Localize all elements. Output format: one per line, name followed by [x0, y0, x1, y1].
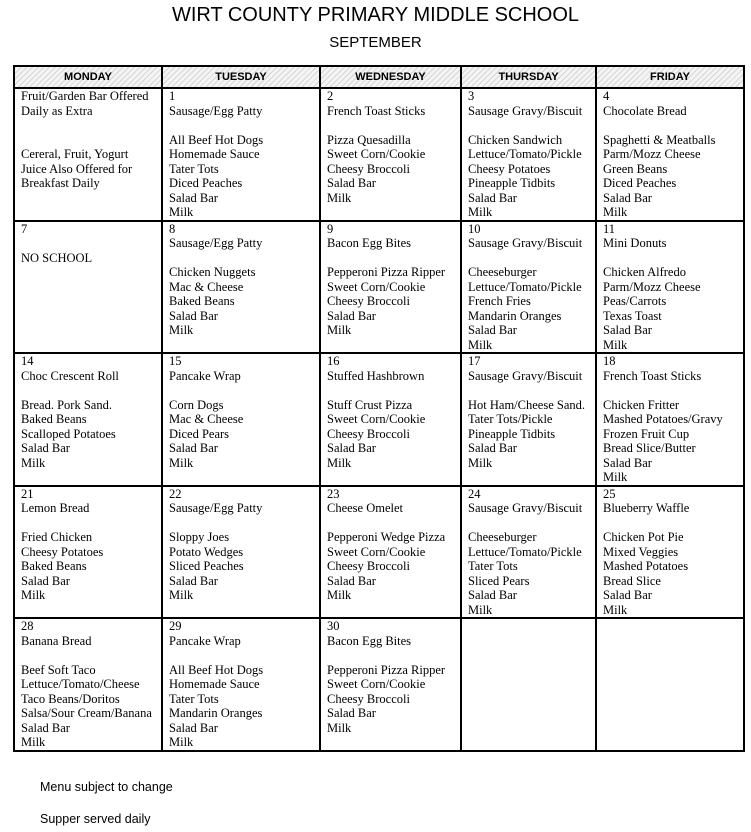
day-number: 30: [327, 619, 340, 633]
lunch-item: Milk: [327, 720, 352, 735]
lunch-item: Scalloped Potatoes: [21, 426, 116, 441]
spacer: [169, 516, 317, 531]
lunch-item: Sliced Peaches: [169, 559, 244, 573]
day-number: 15: [169, 354, 182, 368]
weekday-header-wednesday: WEDNESDAY: [320, 66, 461, 88]
lunch-item: Salad Bar: [169, 720, 218, 735]
spacer: [327, 516, 458, 531]
breakfast-item: Sausage/Egg Patty: [169, 236, 263, 250]
spacer: [603, 516, 741, 531]
spacer: [21, 118, 159, 147]
lunch-item: Salad Bar: [468, 441, 517, 455]
week-row: [14, 486, 744, 619]
weekday-header-friday: FRIDAY: [596, 66, 744, 88]
lunch-item: Cheeseburger: [468, 265, 537, 279]
lunch-item: Milk: [603, 205, 628, 219]
lunch-item: Tater Tots/Pickle: [468, 412, 553, 426]
lunch-item: Frozen Fruit Cup: [603, 426, 690, 441]
spacer: [21, 383, 159, 398]
lunch-item: Milk: [169, 455, 194, 470]
lunch-item: Sloppy Joes: [169, 530, 230, 544]
day-cell: [596, 221, 744, 354]
spacer: [169, 383, 317, 398]
lunch-item: Milk: [603, 337, 628, 352]
lunch-item: Milk: [169, 205, 194, 219]
day-number: 24: [468, 486, 481, 501]
lunch-item: Salad Bar: [603, 190, 652, 205]
day-number: 3: [468, 89, 475, 103]
lunch-item: Lettuce/Tomato/Pickle: [468, 147, 582, 161]
lunch-item: Green Beans: [603, 161, 668, 176]
lunch-item: Sweet Corn/Cookie: [327, 279, 426, 294]
day-cell: [320, 221, 461, 354]
lunch-item: Taco Beans/Doritos: [21, 691, 120, 706]
weekday-header-tuesday: TUESDAY: [162, 66, 320, 88]
breakfast-item: Blueberry Waffle: [603, 501, 690, 515]
lunch-item: Pepperoni Pizza Ripper: [327, 662, 446, 677]
lunch-item: Salad Bar: [21, 573, 70, 588]
day-number: 1: [169, 89, 176, 103]
day-cell: [320, 353, 461, 486]
lunch-item: Lettuce/Tomato/Pickle: [468, 544, 582, 559]
day-cell: [596, 486, 744, 619]
lunch-item: Pepperoni Wedge Pizza: [327, 530, 446, 544]
spacer: [603, 118, 741, 133]
spacer: [327, 383, 458, 398]
lunch-item: Chicken Fritter: [603, 397, 680, 412]
lunch-item: Pineapple Tidbits: [468, 176, 556, 190]
spacer: [327, 251, 458, 266]
breakfast-item: Banana Bread: [21, 633, 92, 648]
lunch-item: Milk: [468, 337, 493, 352]
lunch-item: Salad Bar: [468, 323, 517, 337]
lunch-item: Beef Soft Taco: [21, 662, 96, 677]
breakfast-item: Sausage Gravy/Biscuit: [468, 103, 583, 118]
spacer: [169, 251, 317, 266]
breakfast-item: Choc Crescent Roll: [21, 368, 119, 383]
lunch-item: Homemade Sauce: [169, 677, 260, 691]
day-number: 23: [327, 486, 340, 501]
lunch-item: Salad Bar: [21, 720, 70, 735]
lunch-item: Sweet Corn/Cookie: [327, 412, 426, 426]
lunch-item: Pepperoni Pizza Ripper: [327, 265, 446, 279]
lunch-item: Salad Bar: [169, 190, 218, 205]
breakfast-item: Sausage Gravy/Biscuit: [468, 368, 583, 383]
lunch-item: Milk: [169, 735, 194, 749]
lunch-item: Diced Peaches: [169, 176, 243, 190]
lunch-item: French Fries: [468, 294, 531, 308]
lunch-item: Mac & Cheese: [169, 412, 244, 426]
lunch-item: All Beef Hot Dogs: [169, 662, 264, 677]
day-number: 7: [21, 221, 28, 236]
lunch-item: Milk: [21, 735, 46, 749]
lunch-item: Salad Bar: [603, 588, 652, 602]
spacer: [468, 118, 593, 133]
lunch-item: Salad Bar: [169, 573, 218, 588]
lunch-item: Cereral, Fruit, Yogurt: [21, 147, 129, 161]
breakfast-item: Pancake Wrap: [169, 368, 241, 383]
lunch-item: Milk: [327, 455, 352, 470]
lunch-item: Salad Bar: [327, 441, 376, 455]
breakfast-item: Bacon Egg Bites: [327, 236, 412, 250]
lunch-item: Tater Tots: [169, 161, 219, 176]
spacer: [21, 648, 159, 663]
day-cell: [162, 221, 320, 354]
lunch-item: Milk: [468, 205, 493, 219]
day-number: 9: [327, 221, 334, 236]
lunch-item: Diced Peaches: [603, 176, 677, 190]
day-number: 29: [169, 619, 182, 633]
lunch-item: Salad Bar: [468, 588, 517, 602]
day-number: 16: [327, 354, 340, 368]
lunch-item: Cheesy Broccoli: [327, 426, 410, 441]
week-row: [14, 88, 744, 221]
lunch-item: Bread. Pork Sand.: [21, 397, 112, 412]
day-cell: [320, 618, 461, 751]
weekday-header-thursday: THURSDAY: [461, 66, 596, 88]
lunch-item: Baked Beans: [21, 559, 87, 573]
lunch-item: Milk: [603, 602, 628, 617]
lunch-item: Hot Ham/Cheese Sand.: [468, 397, 585, 412]
lunch-item: Corn Dogs: [169, 397, 224, 412]
weekday-header-row: [14, 66, 744, 88]
lunch-item: Baked Beans: [169, 294, 235, 308]
lunch-item: Milk: [169, 588, 194, 602]
breakfast-item: Sausage Gravy/Biscuit: [468, 501, 583, 515]
footer-note-menu-change: Menu subject to change: [40, 780, 173, 794]
lunch-item: Spaghetti & Meatballs: [603, 132, 716, 147]
month-heading: SEPTEMBER: [329, 34, 422, 51]
day-cell: [14, 221, 162, 354]
menu-calendar: [13, 65, 745, 752]
lunch-item: Sweet Corn/Cookie: [327, 677, 426, 691]
spacer: [327, 118, 458, 133]
lunch-item: Juice Also Offered for: [21, 161, 133, 176]
lunch-item: Mandarin Oranges: [169, 706, 263, 720]
lunch-item: NO SCHOOL: [21, 250, 93, 265]
day-number: 22: [169, 486, 182, 501]
lunch-item: Salad Bar: [169, 441, 218, 455]
lunch-item: Bread Slice: [603, 573, 661, 588]
lunch-item: Milk: [169, 323, 194, 337]
breakfast-item: Mini Donuts: [603, 236, 667, 250]
breakfast-item: Lemon Bread: [21, 501, 90, 515]
lunch-item: Salad Bar: [327, 308, 376, 323]
spacer: [169, 648, 317, 663]
lunch-item: Parm/Mozz Cheese: [603, 147, 701, 161]
lunch-item: Milk: [468, 455, 493, 470]
lunch-item: Mashed Potatoes/Gravy: [603, 412, 723, 426]
day-cell: [320, 486, 461, 619]
lunch-item: Salad Bar: [21, 441, 70, 455]
day-cell: [596, 88, 744, 221]
day-number: 25: [603, 486, 616, 501]
lunch-item: Salsa/Sour Cream/Banana: [21, 706, 152, 720]
day-number: 8: [169, 221, 176, 236]
lunch-item: Salad Bar: [169, 308, 218, 323]
lunch-item: All Beef Hot Dogs: [169, 132, 264, 147]
breakfast-item: Chocolate Bread: [603, 103, 687, 118]
day-cell: [14, 618, 162, 751]
breakfast-item: Fruit/Garden Bar Offered: [21, 89, 149, 103]
spacer: [468, 516, 593, 531]
lunch-item: Salad Bar: [327, 706, 376, 720]
empty-day-cell: [596, 618, 744, 751]
lunch-item: Milk: [327, 190, 352, 205]
breakfast-item: Pancake Wrap: [169, 633, 241, 648]
lunch-item: Mac & Cheese: [169, 279, 244, 294]
day-number: 10: [468, 221, 481, 236]
lunch-item: Salad Bar: [603, 455, 652, 470]
lunch-item: Milk: [327, 323, 352, 337]
lunch-item: Pizza Quesadilla: [327, 132, 411, 147]
lunch-item: Tater Tots: [468, 559, 518, 573]
lunch-item: Mashed Potatoes: [603, 559, 689, 573]
lunch-item: Sweet Corn/Cookie: [327, 147, 426, 161]
spacer: [327, 648, 458, 663]
week-row: [14, 618, 744, 751]
lunch-item: Breakfast Daily: [21, 176, 100, 190]
day-cell: [14, 486, 162, 619]
day-number: 17: [468, 354, 481, 368]
breakfast-item: Stuffed Hashbrown: [327, 368, 425, 383]
spacer: [169, 118, 317, 133]
lunch-item: Chicken Nuggets: [169, 265, 256, 279]
spacer: [21, 236, 159, 251]
day-cell: [461, 486, 596, 619]
lunch-item: Peas/Carrots: [603, 294, 667, 308]
day-cell: [320, 88, 461, 221]
breakfast-note: Daily as Extra: [21, 103, 93, 118]
lunch-item: Cheesy Broccoli: [327, 294, 410, 308]
day-number: 4: [603, 89, 610, 103]
day-cell: [162, 88, 320, 221]
day-number: 21: [21, 486, 34, 501]
lunch-item: Lettuce/Tomato/Cheese: [21, 677, 140, 691]
day-number: 28: [21, 619, 34, 633]
day-cell: [461, 353, 596, 486]
lunch-item: Mixed Veggies: [603, 544, 679, 559]
lunch-item: Cheesy Potatoes: [21, 544, 104, 559]
day-cell: [596, 353, 744, 486]
spacer: [603, 383, 741, 398]
week-row: [14, 353, 744, 486]
lunch-item: Texas Toast: [603, 308, 662, 323]
day-number: 14: [21, 354, 34, 368]
lunch-item: Milk: [21, 588, 46, 602]
footer-note-supper: Supper served daily: [40, 812, 151, 826]
lunch-item: Milk: [468, 602, 493, 617]
page-title: WIRT COUNTY PRIMARY MIDDLE SCHOOL: [171, 4, 580, 26]
lunch-item: Parm/Mozz Cheese: [603, 279, 701, 294]
lunch-item: Salad Bar: [603, 323, 652, 337]
day-number: 11: [603, 221, 616, 236]
day-cell: [162, 353, 320, 486]
lunch-item: Diced Pears: [169, 426, 230, 441]
breakfast-item: Cheese Omelet: [327, 501, 404, 515]
spacer: [603, 251, 741, 266]
day-number: 2: [327, 89, 334, 103]
spacer: [468, 251, 593, 266]
lunch-item: Salad Bar: [327, 573, 376, 588]
lunch-item: Salad Bar: [327, 176, 376, 190]
breakfast-item: Sausage/Egg Patty: [169, 103, 263, 118]
day-cell: [461, 221, 596, 354]
day-cell: [162, 618, 320, 751]
lunch-item: Stuff Crust Pizza: [327, 397, 413, 412]
lunch-item: Salad Bar: [468, 190, 517, 205]
day-cell: [14, 88, 162, 221]
lunch-item: Lettuce/Tomato/Pickle: [468, 279, 582, 294]
lunch-item: Tater Tots: [169, 691, 219, 706]
lunch-item: Sliced Pears: [468, 573, 530, 588]
lunch-item: Bread Slice/Butter: [603, 441, 696, 455]
breakfast-item: Sausage Gravy/Biscuit: [468, 236, 583, 250]
weekday-header-monday: MONDAY: [14, 66, 162, 88]
lunch-item: Chicken Pot Pie: [603, 530, 684, 544]
breakfast-item: Sausage/Egg Patty: [169, 501, 263, 515]
lunch-item: Homemade Sauce: [169, 147, 260, 161]
lunch-item: Potato Wedges: [169, 544, 244, 559]
day-cell: [162, 486, 320, 619]
lunch-item: Cheesy Potatoes: [468, 161, 551, 176]
spacer: [21, 516, 159, 531]
lunch-item: Cheesy Broccoli: [327, 691, 410, 706]
lunch-item: Mandarin Oranges: [468, 308, 562, 323]
lunch-item: Milk: [327, 588, 352, 602]
lunch-item: Milk: [21, 455, 46, 470]
lunch-item: Cheesy Broccoli: [327, 559, 410, 573]
lunch-item: Sweet Corn/Cookie: [327, 544, 426, 559]
lunch-item: Pineapple Tidbits: [468, 426, 556, 441]
day-number: 18: [603, 354, 616, 368]
empty-day-cell: [461, 618, 596, 751]
spacer: [468, 383, 593, 398]
lunch-item: Baked Beans: [21, 412, 87, 426]
lunch-item: Chicken Sandwich: [468, 132, 563, 147]
breakfast-item: French Toast Sticks: [327, 103, 426, 118]
lunch-item: Cheesy Broccoli: [327, 161, 410, 176]
breakfast-item: Bacon Egg Bites: [327, 633, 412, 648]
week-row: [14, 221, 744, 354]
breakfast-item: French Toast Sticks: [603, 368, 702, 383]
lunch-item: Milk: [603, 470, 628, 484]
lunch-item: Chicken Alfredo: [603, 265, 686, 279]
day-cell: [14, 353, 162, 486]
lunch-item: Fried Chicken: [21, 530, 93, 544]
lunch-item: Cheeseburger: [468, 530, 537, 544]
day-cell: [461, 88, 596, 221]
